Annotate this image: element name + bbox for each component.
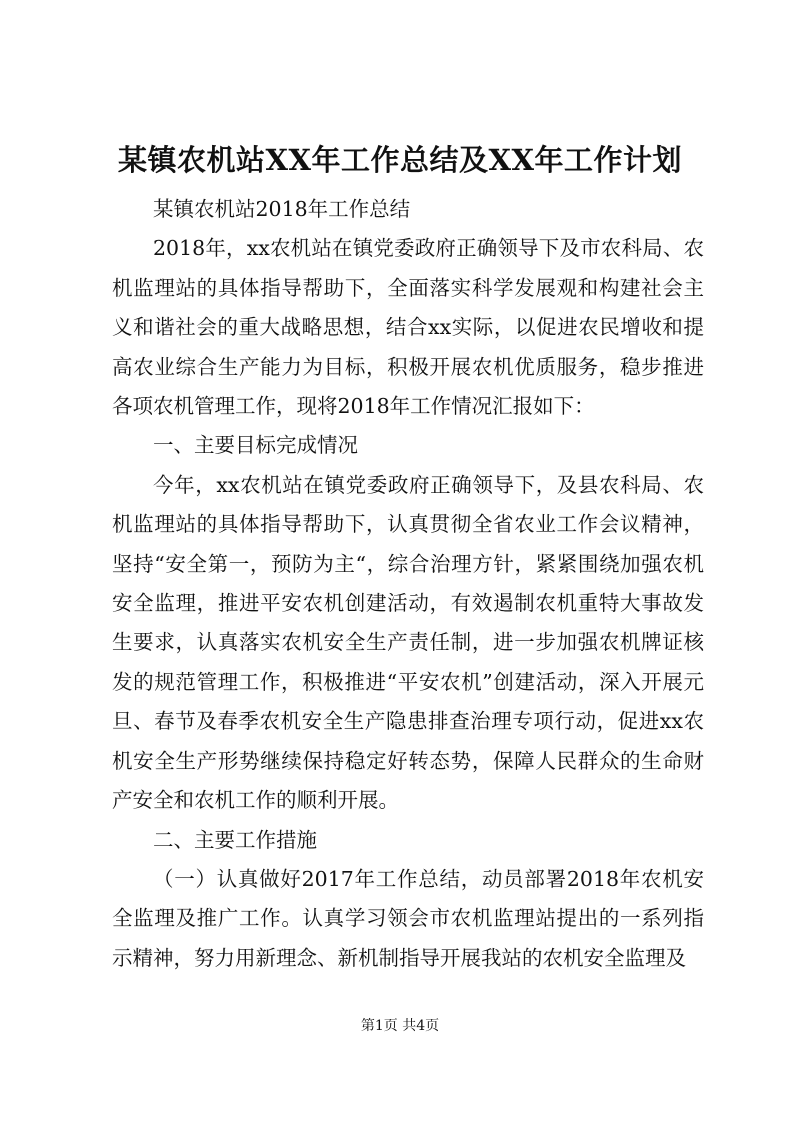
paragraph-intro: 2018年，xx农机站在镇党委政府正确领导下及市农科局、农机监理站的具体指导帮助下，全面落实科学发展观和构建社会主义和谐社会的重大战略思想，结合xx实际，以促进农民增收和提高农业综合生产能力为目标，积极开展农机优质服务，稳步推进各项农机管理工作，现将2018年工作情况汇报如下： bbox=[112, 236, 704, 419]
paragraph-measure-1: （一）认真做好2017年工作总结，动员部署2018年农机安全监理及推广工作。认真学习领会市农机监理站提出的一系列指示精神，努力用新理念、新机制指导开展我站的农机安全监理及 bbox=[112, 866, 704, 970]
document-body bbox=[112, 190, 704, 978]
document-title: 某镇农机站XX年工作总结及XX年工作计划 bbox=[117, 143, 682, 177]
page-footer: 第1页 共4页 bbox=[360, 1018, 440, 1034]
paragraph-goals: 今年，xx农机站在镇党委政府正确领导下，及县农科局、农机监理站的具体指导帮助下，认真贯彻全省农业工作会议精神，坚持“安全第一，预防为主“，综合治理方针，紧紧围绕加强农机安全监理，推进平安农机创建活动，有效遏制农机重特大事故发生要求，认真落实农机安全生产责任制，进一步加强农机牌证核发的规范管理工作，积极推进“平安农机”创建活动，深入开展元旦、春节及春季农机安全生产隐患排查治理专项行动，促进xx农机安全生产形势继续保持稳定好转态势，保障人民群众的生命财产安全和农机工作的顺利开展。 bbox=[112, 472, 704, 813]
section-heading-measures: 二、主要工作措施 bbox=[153, 827, 317, 852]
paragraph-subtitle: 某镇农机站2018年工作总结 bbox=[153, 197, 411, 221]
section-heading-goals: 一、主要目标完成情况 bbox=[153, 433, 358, 458]
